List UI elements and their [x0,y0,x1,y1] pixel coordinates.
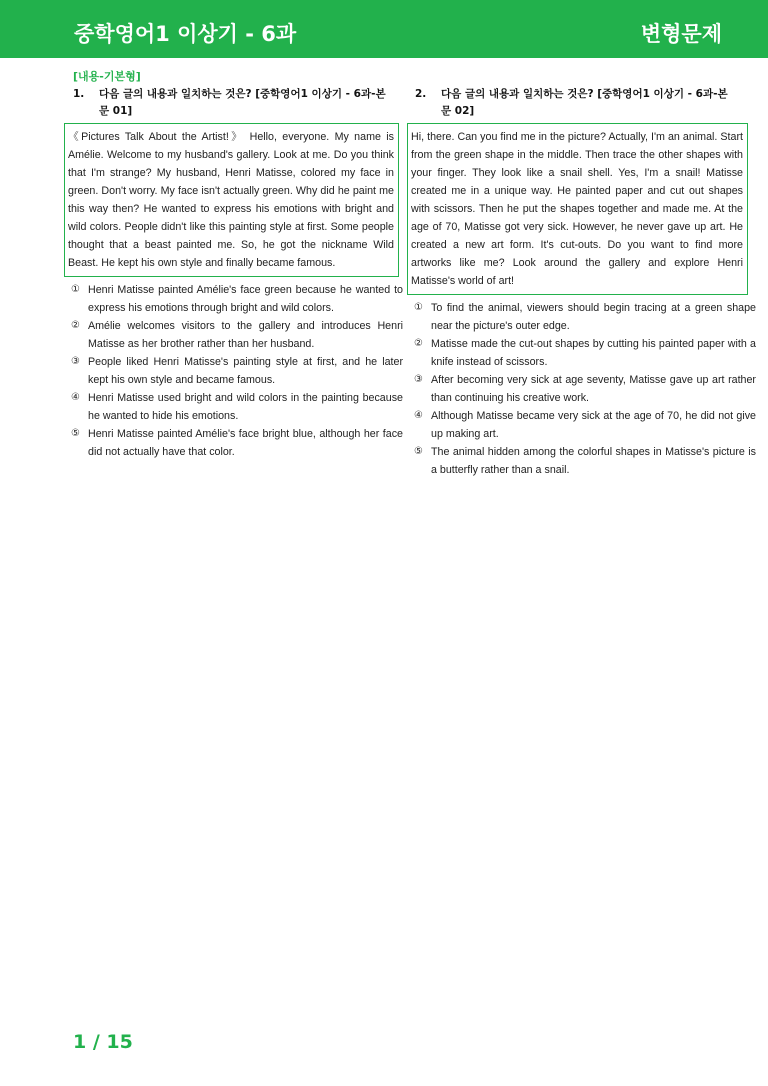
option-marker: ② [71,320,80,331]
option-5[interactable] [71,425,403,461]
question-title [414,86,738,120]
options-list [414,299,756,479]
question-2 [411,86,756,479]
option-text: Henri Matisse painted Amélie's face green because he wanted to express his emotions through bright and wild colors. [88,284,403,314]
passage-box: Hi, there. Can you find me in the picture? Actually, I'm an animal. Start from the green shape in the middle. Then trace the other shapes with your finger. They look like a snail shell. Yes, I'm a snail! Matisse created me in a unique way. He painted paper and cut out shapes with scissors. Then he put the shapes together and made me. At the age of 70, Matisse got very sick. However, he never gave up art. He created a new art form. It's cut-outs. Do you want to find more artworks like me? Look around the gallery and explore Henri Matisse's world of art! [407,123,748,295]
question-prompt: 다음 글의 내용과 일치하는 것은? [중학영어1 이상기 - 6과-본문 01] [99,88,386,117]
page-number: 1 / 15 [73,1031,133,1053]
question-number: 2. [415,88,427,100]
question-prompt: 다음 글의 내용과 일치하는 것은? [중학영어1 이상기 - 6과-본문 02] [441,88,728,117]
question-title [72,86,396,120]
passage-box: 《Pictures Talk About the Artist!》 Hello, everyone. My name is Amélie. Welcome to my husband's gallery. Look at me. Do you think that I'm strange? My husband, Henri Matisse, colored my face in green. Don't worry. My face isn't actually green. Why did he paint me this way then? He wanted to express his emotions with bright and wild colors. People didn't like this painting style at first. Some people thought that a beast painted me. So, he got the nickname Wild Beast. He kept his own style and finally became famous. [64,123,399,277]
option-marker: ③ [71,356,80,367]
option-text: Although Matisse became very sick at the age of 70, he did not give up making art. [431,410,756,440]
option-text: People liked Henri Matisse's painting style at first, and he later kept his own style and became famous. [88,356,403,386]
option-marker: ② [414,338,423,349]
option-4[interactable] [414,407,756,443]
option-marker: ⑤ [71,428,80,439]
option-text: Amélie welcomes visitors to the gallery and introduces Henri Matisse as her brother rather than her husband. [88,320,403,350]
option-text: Matisse made the cut-out shapes by cutting his painted paper with a knife instead of scissors. [431,338,756,368]
option-3[interactable] [414,371,756,407]
option-marker: ① [71,284,80,295]
option-2[interactable] [414,335,756,371]
option-text: Henri Matisse painted Amélie's face bright blue, although her face did not actually have that color. [88,428,403,458]
option-marker: ③ [414,374,423,385]
option-marker: ⑤ [414,446,423,457]
question-category: [내용-기본형] [73,70,141,83]
option-1[interactable] [71,281,403,317]
question-number: 1. [73,88,85,100]
option-4[interactable] [71,389,403,425]
option-5[interactable] [414,443,756,479]
option-3[interactable] [71,353,403,389]
option-text: To find the animal, viewers should begin tracing at a green shape near the picture's outer edge. [431,302,756,332]
option-marker: ① [414,302,423,313]
options-list [71,281,403,461]
page-header [0,0,768,58]
option-text: The animal hidden among the colorful shapes in Matisse's picture is a butterfly rather than a snail. [431,446,756,476]
option-marker: ④ [414,410,423,421]
header-label: 변형문제 [640,22,722,46]
header-title: 중학영어1 이상기 - 6과 [74,22,297,46]
option-text: After becoming very sick at age seventy, Matisse gave up art rather than continuing his creative work. [431,374,756,404]
option-text: Henri Matisse used bright and wild colors in the painting because he wanted to hide his emotions. [88,392,403,422]
option-1[interactable] [414,299,756,335]
question-1 [68,86,403,461]
option-2[interactable] [71,317,403,353]
option-marker: ④ [71,392,80,403]
